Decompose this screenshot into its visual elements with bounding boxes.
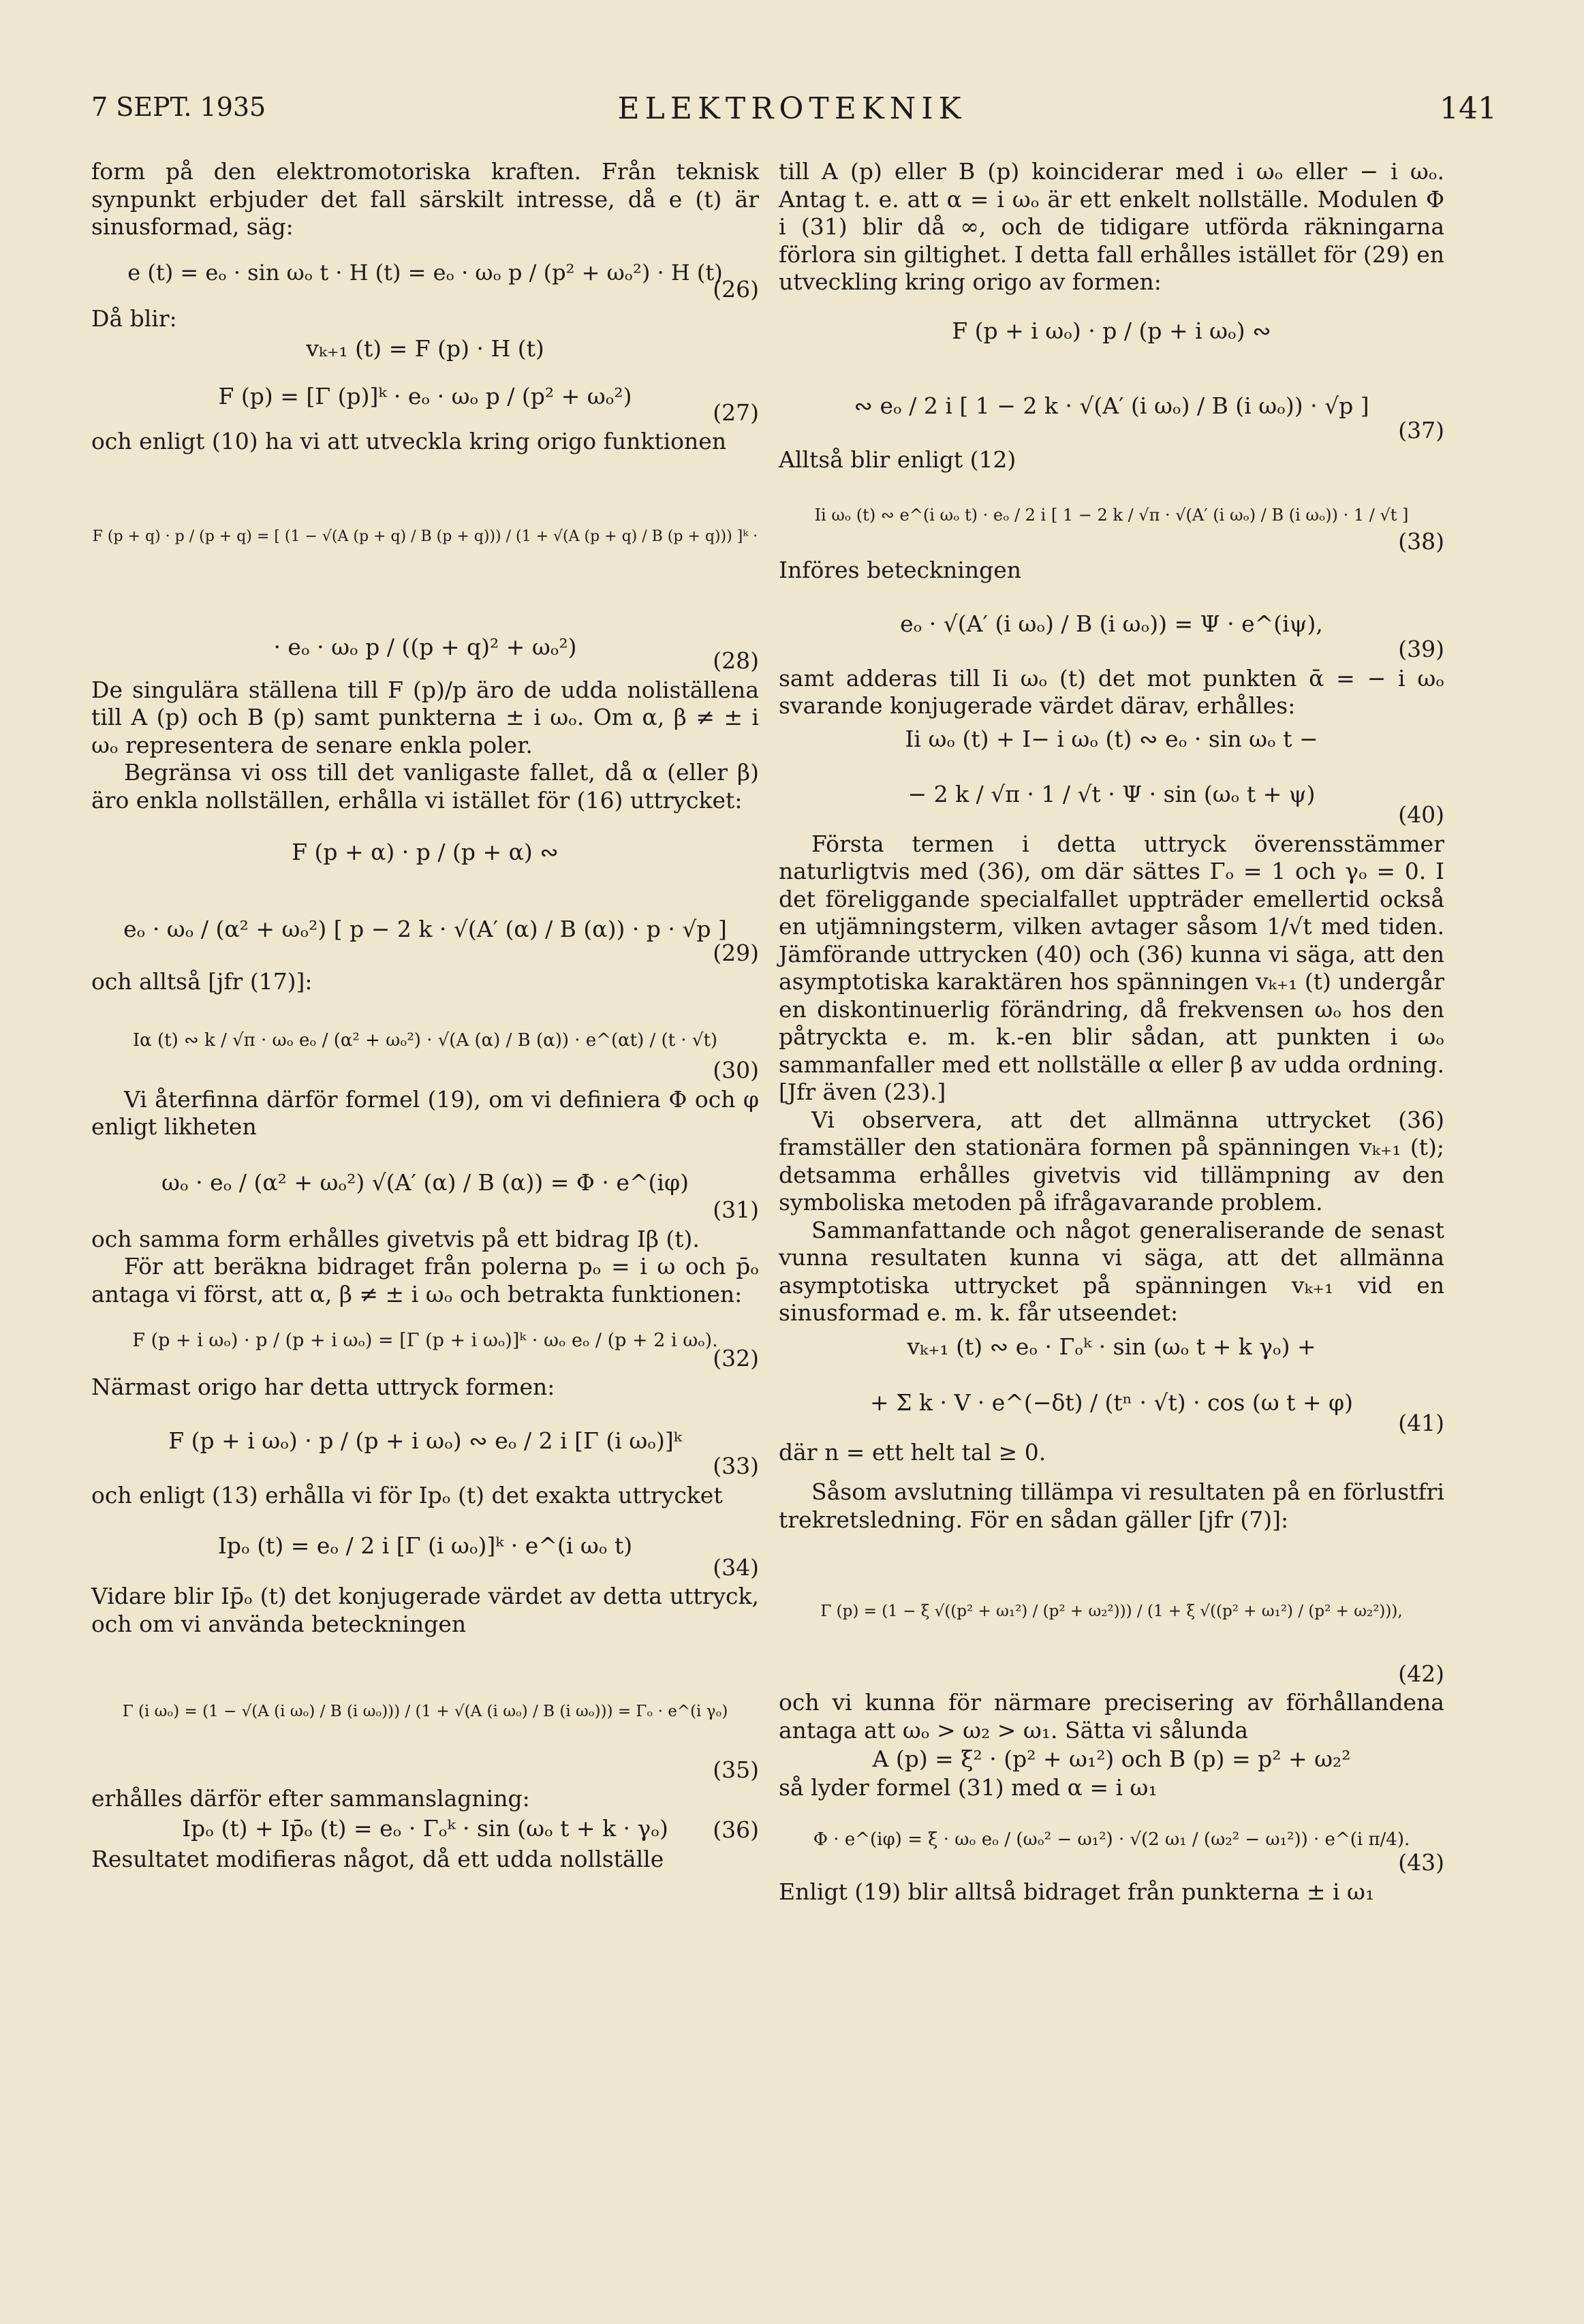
paragraph: erhålles därför efter sammanslagning:: [91, 1785, 530, 1812]
equation: [91, 1638, 759, 1785]
equation-formula: Φ · e^(iφ) = ξ · ωₒ eₒ / (ωₒ² − ω₁²) · √(2 ω₁ / (ω₂² − ω₁²)) · e^(i π/4).: [813, 1829, 1410, 1850]
equation: [91, 1813, 759, 1846]
paragraph: där n = ett helt tal ≥ 0.: [779, 1438, 1046, 1466]
equation-formula: Ii ωₒ (t) + I− i ωₒ (t) ∾ eₒ · sin ωₒ t −: [905, 726, 1318, 753]
paragraph: Närmast origo har detta uttryck formen:: [91, 1374, 555, 1400]
equation-number: (29): [713, 939, 759, 966]
equation-formula: e (t) = eₒ · sin ωₒ t · H (t) = eₒ · ωₒ p / (p² + ωₒ²) · H (t): [127, 260, 723, 286]
equation: [91, 241, 759, 305]
equation-number: (30): [713, 1057, 759, 1083]
equation-formula: Γ (p) = (1 − ξ √((p² + ω₁²) / (p² + ω₂²))) / (1 + ξ √((p² + ω₁²) / (p² + ω₂²))),: [820, 1602, 1403, 1620]
equation-number: (35): [713, 1756, 759, 1783]
equation-number: (41): [1398, 1410, 1444, 1436]
equation-formula: − 2 k / √π · 1 / √t · Ψ · sin (ωₒ t + ψ): [907, 781, 1316, 808]
equation-formula: eₒ · ωₒ / (α² + ωₒ²) [ p − 2 k · √(A′ (α) / B (α)) · p · √p ]: [123, 915, 727, 942]
paragraph: och enligt (10) ha vi att utveckla kring origo funktionen: [91, 428, 727, 454]
equation-number: (33): [713, 1453, 759, 1479]
equation-formula: F (p + α) · p / (p + α) ∾: [292, 838, 559, 865]
equation-formula: eₒ · √(A′ (i ωₒ) / B (i ωₒ)) = Ψ · e^(iψ),: [900, 610, 1323, 638]
equation: [779, 1327, 1444, 1368]
header-date: 7 SEPT. 1935: [91, 92, 266, 122]
paragraph: Begränsa vi oss till det vanligaste fallet, då α (eller β) äro enkla nollställen, erhålla vi istället för (16) uttrycket:: [91, 759, 759, 814]
equation: [91, 890, 759, 968]
equation: [91, 996, 759, 1086]
equation-number: (39): [1398, 636, 1444, 662]
equation-number: (40): [1398, 801, 1444, 828]
paragraph: Vidare blir Ip̄ₒ (t) det konjugerade värdet av detta uttryck, och om vi använda beteckningen: [91, 1583, 759, 1637]
equation-number: (37): [1398, 417, 1444, 444]
equation: [779, 1368, 1444, 1439]
paragraph: De singulära ställena till F (p)/p äro de udda noliställena till A (p) och B (p) samt punkterna ± i ωₒ. Om α, β ≠ ± i ωₒ representera de senare enkla poler.: [91, 676, 759, 758]
equation-number: (28): [713, 647, 759, 674]
left-column: [91, 158, 759, 1873]
paragraph: och samma form erhålles givetvis på ett bidrag Iβ (t).: [91, 1225, 700, 1252]
equation-formula: F (p + q) · p / (p + q) = [ (1 − √(A (p + q) / B (p + q))) / (1 + √(A (p + q) / B (p + q))) ]ᵏ ·: [92, 528, 758, 546]
equation-number: (26): [713, 276, 759, 303]
equation: [779, 1802, 1444, 1878]
equation-number: (42): [1398, 1660, 1444, 1687]
equation: [779, 1534, 1444, 1689]
equation: [779, 367, 1444, 446]
paragraph: Sammanfattande och något generaliserande de senast vunna resultaten kunna vi säga, att det allmänna asymptotiska uttrycket på spänningen vₖ₊₁ vid en sinusformad e. m. k. får utseendet:: [779, 1216, 1444, 1326]
paragraph: och vi kunna för närmare precisering av förhållandena antaga att ωₒ > ω₂ > ω₁. Sätta vi sålunda: [779, 1689, 1444, 1744]
equation-formula: F (p + i ωₒ) · p / (p + i ωₒ) ∾: [952, 317, 1271, 345]
equation: [91, 619, 759, 677]
equation: [91, 456, 759, 619]
paragraph: För att beräkna bidraget från polerna pₒ = i ω och p̄ₒ antaga vi först, att α, β ≠ ± i ωₒ och betrakta funktionen:: [91, 1253, 759, 1307]
paragraph: Alltså blir enligt (12): [779, 446, 1016, 473]
equation-number: (27): [713, 399, 759, 426]
equation: [779, 720, 1444, 760]
paragraph: Resultatet modifieras något, då ett udda nollställe: [91, 1845, 664, 1872]
equation-formula: F (p) = [Γ (p)]ᵏ · eₒ · ωₒ p / (p² + ωₒ²): [218, 382, 632, 409]
equation: [91, 1401, 759, 1482]
paragraph: samt adderas till Ii ωₒ (t) det mot punkten ᾱ = − i ωₒ svarande konjugerade värdet därav, erhålles:: [779, 664, 1444, 719]
equation-formula: Ipₒ (t) = eₒ / 2 i [Γ (i ωₒ)]ᵏ · e^(i ωₒ t): [217, 1532, 633, 1559]
equation: [91, 1509, 759, 1583]
equation-number: (36): [713, 1816, 759, 1843]
equation-formula: Γ (i ωₒ) = (1 − √(A (i ωₒ) / B (i ωₒ))) / (1 + √(A (i ωₒ) / B (i ωₒ))) = Γₒ · e^(i γₒ): [122, 1702, 728, 1720]
paragraph: så lyder formel (31) med α = i ω₁: [779, 1774, 1158, 1801]
paragraph: Vi observera, att det allmänna uttrycket (36) framställer den stationära formen på spänningen vₖ₊₁ (t); detsamma erhålles givetvis vid tillämpning av den symboliska metoden på ifrågavarande problem.: [779, 1106, 1444, 1215]
equation-formula: F (p + i ωₒ) · p / (p + i ωₒ) = [Γ (p + i ωₒ)]ᵏ · ωₒ eₒ / (p + 2 i ωₒ).: [132, 1329, 718, 1351]
paragraph: Såsom avslutning tillämpa vi resultaten på en förlustfri trekretsledning. För en sådan gäller [jfr (7)]:: [779, 1478, 1444, 1533]
equation: [91, 814, 759, 890]
paragraph: Första termen i detta uttryck överensstämmer naturligtvis med (36), om där sättes Γₒ = 1 och γₒ = 0. I det föreliggande specialfallet uppträder emellertid också en utjämningsterm, vilken avtager såsom 1/√t med tiden. Jämförande uttrycken (40) och (36) kunna vi säga, att den asymptotiska karaktären hos spänningen vₖ₊₁ (t) undergår en diskontinuerlig förändring, då frekvensen ωₒ hos den påtryckta e. m. k.-en blir sådan, att punkten i ωₒ sammanfaller med ett nollställe α eller β av udda ordning. [Jfr även (23).]: [779, 830, 1444, 1105]
equation-formula: vₖ₊₁ (t) ∾ eₒ · Γₒᵏ · sin (ωₒ t + k γₒ) +: [907, 1333, 1316, 1361]
equation-formula: Iα (t) ∾ k / √π · ωₒ eₒ / (α² + ωₒ²) · √(A (α) / B (α)) · e^(αt) / (t · √t): [132, 1030, 718, 1051]
equation: [779, 1744, 1444, 1774]
equation-formula: Ii ωₒ (t) ∾ e^(i ωₒ t) · eₒ / 2 i [ 1 − 2 k / √π · √(A′ (i ωₒ) / B (i ωₒ)) · 1 / √t ]: [814, 505, 1409, 525]
equation: [779, 760, 1444, 831]
paragraph: Då blir:: [91, 305, 177, 332]
equation-formula: F (p + i ωₒ) · p / (p + i ωₒ) ∾ eₒ / 2 i [Γ (i ωₒ)]ᵏ: [168, 1427, 682, 1455]
equation-formula: · eₒ · ωₒ p / ((p + q)² + ωₒ²): [273, 634, 577, 661]
header-journal-title: ELEKTROTEKNIK: [617, 91, 967, 126]
equation-formula: Ipₒ (t) + Ip̄ₒ (t) = eₒ · Γₒᵏ · sin (ωₒ t + k · γₒ): [182, 1815, 668, 1842]
equation-number: (31): [713, 1196, 759, 1223]
equation-formula: ∾ eₒ / 2 i [ 1 − 2 k · √(A′ (i ωₒ) / B (i ωₒ)) · √p ]: [854, 392, 1369, 420]
right-column: [779, 158, 1444, 1906]
equation-formula: vₖ₊₁ (t) = F (p) · H (t): [306, 335, 544, 362]
equation: [779, 296, 1444, 367]
equation: [91, 1308, 759, 1374]
paragraph: till A (p) eller B (p) koinciderar med i ωₒ eller − i ωₒ. Antag t. e. att α = i ωₒ är ett enkelt nollställe. Modulen Φ i (31) blir då ∞, och de tidigare utförda räkningarna förlora sin giltighet. I detta fall erhålles istället för (29) en utveckling kring origo av formen:: [779, 158, 1444, 295]
paragraph: Enligt (19) blir alltså bidraget från punkterna ± i ω₁: [779, 1878, 1375, 1905]
equation: [91, 365, 759, 428]
equation-formula: ωₒ · eₒ / (α² + ωₒ²) √(A′ (α) / B (α)) = Φ · e^(iφ): [161, 1169, 689, 1196]
equation: [91, 1141, 759, 1226]
paragraph: Vi återfinna därför formel (19), om vi definiera Φ och φ enligt likheten: [91, 1085, 759, 1140]
paragraph: form på den elektromotoriska kraften. Från teknisk synpunkt erbjuder det fall särskilt intresse, då e (t) är sinusformad, säg:: [91, 158, 759, 240]
equation-formula: + Σ k · V · e^(−δt) / (tⁿ · √t) · cos (ω t + φ): [870, 1389, 1353, 1416]
equation-number: (32): [713, 1344, 759, 1372]
spacer: [779, 1466, 1444, 1478]
paragraph: och alltså [jfr (17)]:: [91, 968, 313, 995]
equation-number: (43): [1398, 1849, 1444, 1876]
paragraph: och enligt (13) erhålla vi för Ipₒ (t) det exakta uttrycket: [91, 1481, 723, 1508]
paragraph: Införes beteckningen: [779, 557, 1021, 583]
equation-formula: A (p) = ξ² · (p² + ω₁²) och B (p) = p² + ω₂²: [872, 1745, 1351, 1772]
equation: [91, 332, 759, 365]
header-page-number: 141: [1440, 91, 1497, 126]
equation: [779, 474, 1444, 557]
equation-number: (34): [713, 1553, 759, 1581]
equation-number: (38): [1398, 527, 1444, 555]
equation: [779, 585, 1444, 665]
